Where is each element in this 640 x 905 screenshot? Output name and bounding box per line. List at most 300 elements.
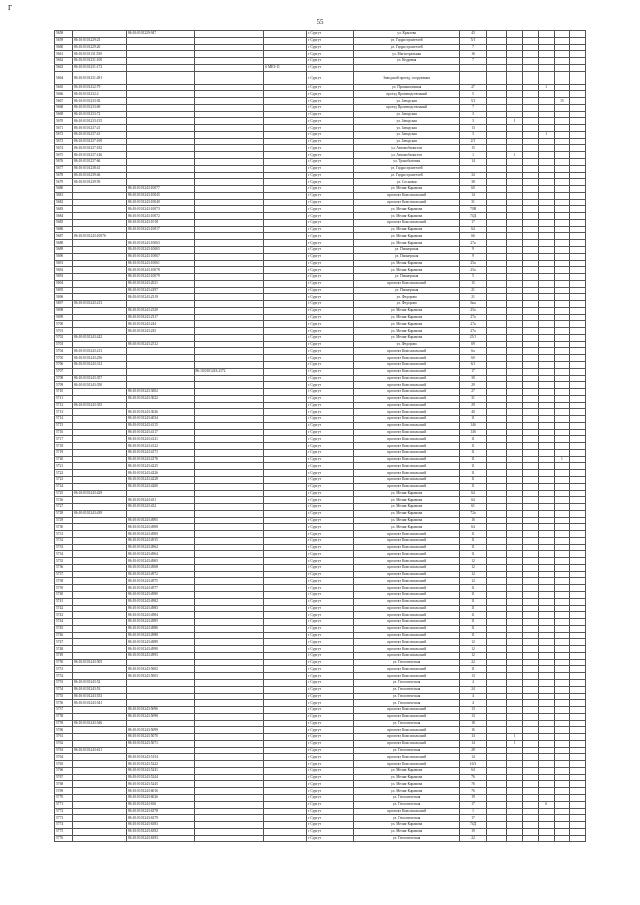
table-cell (460, 165, 487, 172)
table-row (55, 531, 586, 538)
table-cell: 72а (460, 510, 487, 517)
table-cell (264, 517, 307, 524)
table-cell (507, 605, 523, 612)
table-cell (507, 754, 523, 761)
table-cell (554, 666, 570, 673)
table-cell: г Сургут (307, 64, 354, 71)
table-cell (507, 537, 523, 544)
table-cell: 5746 (55, 632, 73, 639)
table-cell (538, 537, 554, 544)
table-cell (194, 294, 264, 301)
table-cell (507, 71, 523, 84)
table-cell (194, 280, 264, 287)
table-cell (487, 734, 507, 741)
table-cell: 86:10:0101243:10061 (127, 260, 195, 267)
table-cell (73, 578, 127, 585)
table-cell: Заводской проезд, сооружения (354, 71, 460, 84)
table-cell (523, 673, 539, 680)
table-cell: г Сургут (307, 700, 354, 707)
table-cell (194, 138, 264, 145)
table-cell: г Сургут (307, 774, 354, 781)
table-cell (570, 98, 586, 105)
table-cell: ул. Мелик-Карамова (354, 206, 460, 213)
table-cell (487, 186, 507, 193)
table-cell (570, 402, 586, 409)
table-cell: 5731 (55, 531, 73, 538)
table-cell: 86:10:0101243:5222 (127, 761, 195, 768)
table-cell (570, 71, 586, 84)
table-cell: 5723 (55, 477, 73, 484)
table-cell (127, 382, 195, 389)
table-cell: ул. Гидростроителей (354, 44, 460, 51)
table-cell (570, 659, 586, 666)
table-cell: 5738 (55, 578, 73, 585)
table-cell (73, 449, 127, 456)
table-cell (73, 713, 127, 720)
table-cell (554, 483, 570, 490)
table-cell (194, 835, 264, 842)
table-row (55, 504, 586, 511)
table-row (55, 199, 586, 206)
table-cell: г Сургут (307, 192, 354, 199)
table-cell: проспект Комсомольский (354, 382, 460, 389)
table-row (55, 402, 586, 409)
table-cell (487, 700, 507, 707)
table-cell (523, 287, 539, 294)
table-cell (127, 98, 195, 105)
table-cell (538, 727, 554, 734)
table-cell (554, 145, 570, 152)
table-cell (487, 470, 507, 477)
table-cell (538, 301, 554, 308)
table-cell (570, 619, 586, 626)
table-cell (538, 274, 554, 281)
table-cell (264, 152, 307, 159)
table-cell: г Сургут (307, 828, 354, 835)
table-cell (538, 497, 554, 504)
table-cell: 11 (460, 625, 487, 632)
table-row (55, 51, 586, 58)
table-cell (507, 125, 523, 132)
table-cell: 76 (460, 781, 487, 788)
table-cell (194, 240, 264, 247)
table-cell (523, 808, 539, 815)
table-row (55, 395, 586, 402)
table-cell: 86:10:0101243:10017 (127, 226, 195, 233)
table-cell: 6 (538, 801, 554, 808)
table-cell: г Сургут (307, 416, 354, 423)
table-cell (570, 639, 586, 646)
table-cell: г Сургут (307, 389, 354, 396)
table-cell: 86:10:0101243:5002 (127, 666, 195, 673)
table-row (55, 159, 586, 166)
table-cell: 76 (460, 774, 487, 781)
table-cell (487, 422, 507, 429)
table-cell (264, 571, 307, 578)
table-cell (73, 307, 127, 314)
table-cell (507, 98, 523, 105)
table-cell: 5739 (55, 585, 73, 592)
table-cell (570, 294, 586, 301)
table-row (55, 619, 586, 626)
table-cell: г Сургут (307, 666, 354, 673)
table-cell: 11 (460, 605, 487, 612)
table-cell (507, 64, 523, 71)
table-cell (487, 517, 507, 524)
table-cell: г Сургут (307, 612, 354, 619)
table-row (55, 422, 586, 429)
table-cell: 5710 (55, 389, 73, 396)
table-cell: ул. Геологическая (354, 794, 460, 801)
table-cell: 86:10:0101243:611 (73, 747, 127, 754)
table-cell (460, 71, 487, 84)
table-cell: 24 (460, 686, 487, 693)
table-cell (194, 131, 264, 138)
table-cell: 5720 (55, 456, 73, 463)
table-cell: 86:10:0101243:6016 (127, 788, 195, 795)
table-cell (554, 754, 570, 761)
table-cell: 27а (460, 328, 487, 335)
table-cell: ул. Геологическая (354, 815, 460, 822)
table-cell (554, 152, 570, 159)
table-cell (264, 240, 307, 247)
table-cell: проспект Комсомольский (354, 734, 460, 741)
table-cell (523, 544, 539, 551)
table-cell (554, 226, 570, 233)
table-cell (487, 159, 507, 166)
table-cell (264, 605, 307, 612)
table-cell (127, 91, 195, 98)
table-cell (194, 734, 264, 741)
table-cell (570, 673, 586, 680)
table-cell (570, 267, 586, 274)
table-cell: г Сургут (307, 801, 354, 808)
table-cell: 5662 (55, 58, 73, 65)
table-cell (570, 781, 586, 788)
table-cell: 11 (460, 416, 487, 423)
table-cell (570, 416, 586, 423)
table-cell: г Сургут (307, 165, 354, 172)
table-cell: проспект Комсомольский (354, 199, 460, 206)
table-cell (538, 152, 554, 159)
table-cell (264, 91, 307, 98)
table-cell (523, 84, 539, 91)
table-cell (523, 253, 539, 260)
table-cell (523, 314, 539, 321)
table-cell: 61 (460, 504, 487, 511)
table-row (55, 165, 586, 172)
table-cell (538, 754, 554, 761)
table-cell: ул. Промышленная (354, 84, 460, 91)
table-cell (73, 477, 127, 484)
table-cell (73, 483, 127, 490)
table-cell: ул. Кедровая (354, 58, 460, 65)
table-cell: 86:10:0101237:169 (73, 138, 127, 145)
table-cell: 1 (538, 84, 554, 91)
table-cell: 13 (460, 713, 487, 720)
table-cell: 5758 (55, 713, 73, 720)
table-cell: г Сургут (307, 659, 354, 666)
table-cell (570, 233, 586, 240)
table-cell (538, 395, 554, 402)
table-row (55, 104, 586, 111)
table-cell: ул. Заводская (354, 125, 460, 132)
table-row (55, 274, 586, 281)
table-cell (73, 253, 127, 260)
table-cell (194, 673, 264, 680)
table-cell (507, 449, 523, 456)
table-cell (538, 409, 554, 416)
table-cell (570, 111, 586, 118)
table-cell: 64 (460, 767, 487, 774)
table-cell (570, 544, 586, 551)
table-cell (523, 274, 539, 281)
table-cell: ул. Мелик-Карамова (354, 267, 460, 274)
table-cell: 5672 (55, 131, 73, 138)
table-cell: 25а (460, 267, 487, 274)
table-cell: 5761 (55, 734, 73, 741)
table-cell: 86:10:0101243:52 (73, 679, 127, 686)
table-cell (570, 578, 586, 585)
table-cell (264, 456, 307, 463)
table-cell (523, 713, 539, 720)
table-cell: 86:10:0101243:4989 (127, 639, 195, 646)
table-cell (264, 754, 307, 761)
table-cell: 1 (507, 734, 523, 741)
table-cell: проспект Комсомольский (354, 673, 460, 680)
table-cell: 13 (460, 707, 487, 714)
table-cell (264, 260, 307, 267)
table-cell (73, 416, 127, 423)
table-cell (194, 361, 264, 368)
table-cell: г Сургут (307, 558, 354, 565)
table-cell (487, 226, 507, 233)
table-row (55, 761, 586, 768)
table-cell: 86:10:0101243:5070 (127, 734, 195, 741)
table-cell: ул. Автомобилистов (354, 152, 460, 159)
table-cell (194, 206, 264, 213)
table-cell (523, 612, 539, 619)
table-cell (523, 368, 539, 375)
table-cell (570, 280, 586, 287)
table-cell (73, 219, 127, 226)
table-row (55, 754, 586, 761)
table-cell (194, 652, 264, 659)
table-cell: 5700 (55, 321, 73, 328)
table-cell (194, 510, 264, 517)
table-cell (538, 348, 554, 355)
table-cell (570, 246, 586, 253)
table-cell (73, 192, 127, 199)
table-cell: 5683 (55, 206, 73, 213)
table-cell (523, 233, 539, 240)
table-cell (554, 368, 570, 375)
table-cell (570, 510, 586, 517)
table-cell: 5764 (55, 754, 73, 761)
table-cell (264, 564, 307, 571)
table-cell (538, 713, 554, 720)
table-row (55, 436, 586, 443)
table-row (55, 84, 586, 91)
table-cell (570, 213, 586, 220)
table-cell (570, 734, 586, 741)
table-body (55, 31, 586, 842)
table-cell: г Сургут (307, 727, 354, 734)
table-cell (538, 165, 554, 172)
table-cell: 86:10:0101243:244 (127, 321, 195, 328)
table-cell: ул. Мелик-Карамова (354, 517, 460, 524)
table-cell: 5716 (55, 429, 73, 436)
table-row (55, 429, 586, 436)
table-cell (264, 138, 307, 145)
table-cell (570, 328, 586, 335)
table-cell: ул. Геологическая (354, 679, 460, 686)
table-cell (264, 463, 307, 470)
table-cell: г Сургут (307, 510, 354, 517)
table-cell: г Сургут (307, 226, 354, 233)
table-cell (554, 808, 570, 815)
table-cell: ул. Геологическая (354, 700, 460, 707)
table-cell: 5759 (55, 720, 73, 727)
table-cell: 5664 (55, 71, 73, 84)
table-cell (538, 436, 554, 443)
table-row (55, 592, 586, 599)
table-cell (127, 720, 195, 727)
table-cell (507, 673, 523, 680)
table-cell (487, 199, 507, 206)
table-cell (538, 159, 554, 166)
table-cell (554, 58, 570, 65)
table-cell (570, 727, 586, 734)
table-cell (194, 700, 264, 707)
table-cell (554, 544, 570, 551)
table-cell (507, 463, 523, 470)
table-cell (487, 179, 507, 186)
table-cell (554, 727, 570, 734)
table-cell: проспект Комсомольский (354, 395, 460, 402)
table-cell: г Сургут (307, 754, 354, 761)
table-cell (264, 767, 307, 774)
table-cell: проспект Комсомольский (354, 463, 460, 470)
table-cell: 6 МЕЗ-11 (264, 64, 307, 71)
table-cell (554, 104, 570, 111)
table-cell (570, 740, 586, 747)
table-cell: 86:10:0101243:357 (73, 375, 127, 382)
table-cell: проспект Комсомольский (354, 470, 460, 477)
table-cell (523, 71, 539, 84)
table-cell (523, 199, 539, 206)
table-cell (570, 558, 586, 565)
table-cell: 11 (460, 544, 487, 551)
table-cell (487, 747, 507, 754)
table-row (55, 111, 586, 118)
table-cell: 5726 (55, 497, 73, 504)
table-cell: 11 (460, 632, 487, 639)
table-cell: 11 (460, 592, 487, 599)
table-cell (570, 835, 586, 842)
table-cell (264, 497, 307, 504)
table-cell (523, 111, 539, 118)
table-cell: 14 (460, 754, 487, 761)
table-cell: 7 (460, 58, 487, 65)
table-cell (523, 483, 539, 490)
table-cell (194, 490, 264, 497)
table-cell (487, 788, 507, 795)
table-cell: 29 (460, 382, 487, 389)
table-cell (538, 463, 554, 470)
table-cell (523, 280, 539, 287)
table-cell (554, 713, 570, 720)
table-cell: проспект Комсомольский (354, 754, 460, 761)
table-cell (538, 98, 554, 105)
table-cell (570, 585, 586, 592)
table-cell (487, 58, 507, 65)
table-row (55, 389, 586, 396)
table-cell: 14 (460, 740, 487, 747)
table-cell: 43 (460, 31, 487, 38)
table-cell (570, 592, 586, 599)
table-cell (554, 781, 570, 788)
table-cell (570, 686, 586, 693)
table-cell (264, 734, 307, 741)
table-cell: 5671 (55, 125, 73, 132)
table-cell: 5 (460, 274, 487, 281)
table-cell (73, 592, 127, 599)
table-cell (523, 666, 539, 673)
table-cell (554, 747, 570, 754)
table-cell (554, 429, 570, 436)
table-cell: 86:10:0101243:4915 (127, 537, 195, 544)
table-cell (487, 666, 507, 673)
table-cell: 5724 (55, 483, 73, 490)
table-cell (570, 253, 586, 260)
table-cell: г Сургут (307, 334, 354, 341)
table-cell (73, 727, 127, 734)
table-cell: 86:10:0101243:4985 (127, 619, 195, 626)
table-cell (523, 564, 539, 571)
table-cell: 12 (460, 564, 487, 571)
table-cell (507, 531, 523, 538)
table-cell: 5666 (55, 91, 73, 98)
table-row (55, 822, 586, 829)
table-cell (194, 544, 264, 551)
table-cell (554, 348, 570, 355)
table-cell (554, 274, 570, 281)
table-cell (264, 436, 307, 443)
table-cell: г Сургут (307, 402, 354, 409)
table-cell (487, 294, 507, 301)
table-cell: ул. Геологическая (354, 720, 460, 727)
table-cell (538, 693, 554, 700)
table-cell: 86:10:0101243:4225 (127, 463, 195, 470)
table-cell (194, 612, 264, 619)
table-cell (73, 287, 127, 294)
table-cell (507, 321, 523, 328)
table-cell (523, 213, 539, 220)
table-cell: г Сургут (307, 652, 354, 659)
table-cell: 3 (460, 131, 487, 138)
table-cell (554, 213, 570, 220)
table-cell: 11 (460, 537, 487, 544)
table-cell (194, 98, 264, 105)
table-cell (538, 639, 554, 646)
table-cell (554, 186, 570, 193)
table-cell: 86:10:0101243:10076 (73, 233, 127, 240)
table-cell (554, 84, 570, 91)
table-cell (264, 233, 307, 240)
table-cell (264, 165, 307, 172)
table-cell (194, 172, 264, 179)
